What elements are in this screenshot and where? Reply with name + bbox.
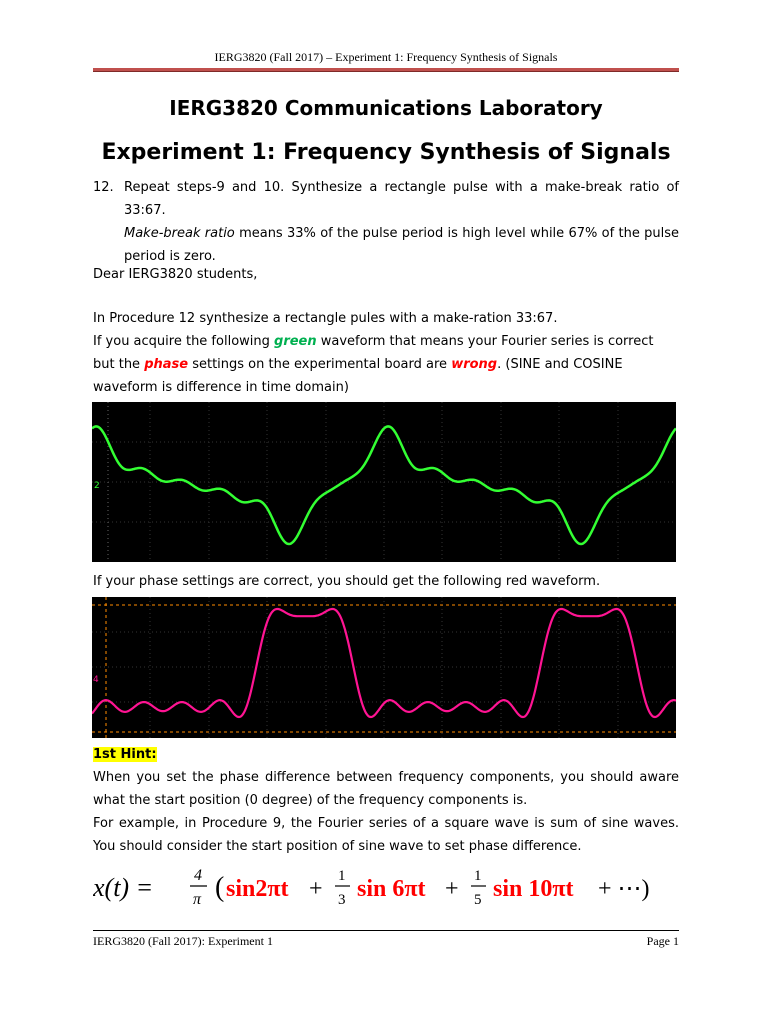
fourier-formula	[93, 862, 679, 910]
p2-text-b: waveform that means your Fourier series is correct but the	[93, 334, 654, 372]
hint-heading	[93, 743, 679, 766]
frac-den: π	[193, 891, 202, 908]
step-text	[124, 176, 679, 268]
channel-marker: 2	[94, 481, 100, 491]
greeting: Dear IERG3820 students,	[93, 267, 258, 282]
term-2: sin 6πt	[357, 876, 426, 902]
scope-green-waveform	[92, 402, 676, 562]
formula-open-paren: (	[215, 872, 225, 903]
green-word: green	[274, 334, 317, 349]
running-header: IERG3820 (Fall 2017) – Experiment 1: Frequency Synthesis of Signals	[214, 50, 558, 64]
frac2-num: 1	[474, 868, 482, 884]
footer-left: IERG3820 (Fall 2017): Experiment 1	[93, 934, 273, 948]
p2-text-a: If you acquire the following	[93, 334, 275, 349]
step-12	[93, 176, 679, 268]
formula-tail: + ⋯)	[598, 876, 650, 902]
frac-num: 4	[194, 867, 202, 884]
term-1: sin2πt	[226, 876, 289, 902]
paragraph-1: In Procedure 12 synthesize a rectangle pules with a make-ration 33:67.	[93, 311, 558, 326]
frac1-den: 3	[338, 892, 346, 908]
p2-text-c: settings on the experimental board are	[188, 357, 452, 372]
page-subtitle: Experiment 1: Frequency Synthesis of Signals	[101, 140, 671, 165]
channel-marker: 4	[93, 675, 99, 685]
hint-text-2: For example, in Procedure 9, the Fourier series of a square wave is sum of sine waves. You should consider the start position of sine wave to set phase difference.	[93, 816, 679, 854]
paragraph-3: If your phase settings are correct, you should get the following red waveform.	[93, 574, 601, 589]
page-title: IERG3820 Communications Laboratory	[169, 96, 603, 120]
frac2-den: 5	[474, 892, 482, 908]
footer	[93, 934, 679, 949]
step-number: 12.	[93, 180, 114, 195]
hint-text-1: When you set the phase difference between frequency components, you should aware what the start position (0 degree) of the frequency components is.	[93, 770, 679, 808]
plus-2: +	[445, 876, 459, 902]
frac1-num: 1	[338, 868, 346, 884]
header-rule	[93, 68, 679, 72]
paragraph-2	[93, 330, 679, 399]
wrong-word: wrong	[451, 357, 498, 372]
footer-rule	[93, 930, 679, 931]
step-line-2: means 33% of the pulse period is high level while 67% of the pulse period is zero.	[124, 226, 679, 264]
page-number: Page 1	[646, 934, 679, 948]
step-italic-term: Make-break ratio	[124, 226, 235, 241]
p2-text-d: . (SINE and COSINE waveform is difference in time domain)	[93, 357, 623, 395]
hint-label: 1st Hint:	[93, 747, 157, 762]
step-line-1: Repeat steps-9 and 10. Synthesize a rectangle pulse with a make-break ratio of 33:67.	[124, 180, 679, 218]
term-3: sin 10πt	[493, 876, 574, 902]
scope-red-waveform	[92, 597, 676, 738]
plus-1: +	[309, 876, 323, 902]
formula-lhs: x(t) =	[93, 873, 154, 902]
phase-word: phase	[144, 357, 189, 372]
